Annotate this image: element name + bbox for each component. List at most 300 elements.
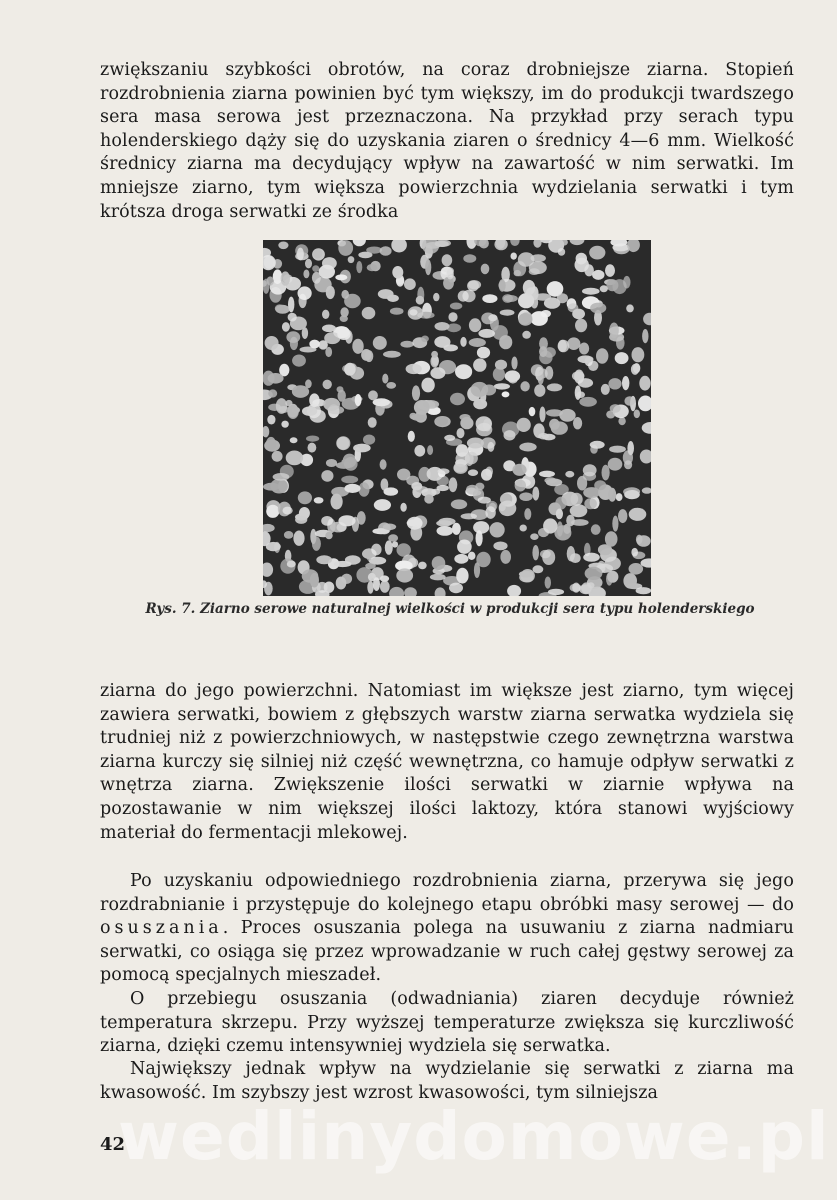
cheese-grain [520,381,529,391]
cheese-grain [477,347,490,359]
cheese-grain [290,337,298,350]
cheese-grain [577,476,587,491]
cheese-grain [449,583,463,594]
cheese-grain [344,457,358,471]
cheese-grain [605,531,618,546]
cheese-grain [287,405,299,419]
cheese-grain [437,526,454,536]
cheese-grain [616,493,623,501]
cheese-grain [606,279,618,291]
cheese-grain [363,435,375,445]
cheese-grain [336,436,350,450]
cheese-grain [263,279,270,294]
cheese-grain [544,477,556,483]
cheese-grain [431,351,438,358]
cheese-grain [421,378,434,393]
cheese-grain [272,451,283,462]
cheese-grain [624,460,632,469]
spaced-term-osuszania: osuszania [100,918,223,939]
cheese-grain [531,364,544,376]
cheese-grain [312,265,319,272]
cheese-grain [380,575,389,581]
paragraph-2: ziarna do jego powierzchni. Natomiast im większe jest ziarno, tym więcej zawiera serwatki, bowiem z głębszych warstw ziarna serwatka wydziela się trudniej niż z powierzchniowych, w następstwie czego zewnętrzna warstwa ziarna kurczy się silniej niż część wewnętrzna, co hamuje odpływ serwatki z wnętrza ziarna. Zwiększenie ilości serwatki w ziarnie wpływa na pozostawanie w nim większej ilości laktozy, która stanowi wyjściowy materiał do fermentacji mlekowej. [100,681,794,843]
cheese-grain [608,458,623,471]
cheese-grain [321,516,333,526]
cheese-grain [292,355,306,367]
cheese-grain [565,471,574,478]
cheese-grain [514,270,521,276]
cheese-grain [530,311,548,326]
cheese-grain [451,499,467,509]
cheese-grain [512,464,526,476]
cheese-grain [305,259,312,269]
cheese-grain [482,294,497,303]
cheese-grain [468,469,478,476]
cheese-grain [631,548,638,557]
cheese-grain [515,480,526,492]
cheese-grain [410,525,422,541]
cheese-grain [559,409,575,422]
cheese-grain [298,286,312,300]
cheese-grain [485,506,495,519]
cheese-grain [366,548,372,561]
paragraph-5: Największy jednak wpływ na wydzielanie się serwatki z ziarna ma kwasowość. Im szybszy jest wzrost kwasowości, tym silniejsza [100,1059,794,1103]
watermark: wedlinydomowe.pl [118,1098,830,1175]
cheese-grain [267,415,275,425]
cheese-grain [500,310,515,316]
cheese-grain [581,582,592,593]
cheese-grain [411,414,426,421]
cheese-grain [293,531,304,546]
cheese-grain [478,329,495,338]
cheese-grain [438,468,450,474]
cheese-grain [468,552,476,560]
cheese-grain [615,352,629,364]
cheese-grain [310,573,319,588]
cheese-grain [338,515,355,526]
cheese-grain [488,442,495,452]
cheese-grain [583,464,597,476]
paragraph-3-start: Po uzyskaniu odpowiedniego rozdrobnienia ziarna, przerywa się jego rozdrabnianie i przystępuje do kolejnego etapu obróbki masy serowej — do [100,871,794,915]
cheese-grain [585,567,603,580]
cheese-grain [505,370,520,382]
cheese-grain [591,524,601,535]
cheese-grain [411,482,422,490]
cheese-grain [519,443,536,452]
cheese-grain [334,561,352,567]
cheese-grain [519,492,532,501]
cheese-grain [609,323,619,339]
cheese-grain [385,540,393,554]
cheese-grain [575,386,581,400]
cheese-grain [356,261,362,273]
cheese-grain [278,242,288,250]
cheese-grain [425,259,431,275]
cheese-grain [626,304,634,312]
cheese-grain [478,497,491,504]
cheese-grain [579,397,597,407]
cheese-grain [406,364,422,374]
cheese-grain [344,363,356,376]
cheese-grain [298,491,312,504]
cheese-grain [610,404,621,413]
cheese-grain [519,571,534,578]
cheese-grain [297,248,304,261]
cheese-grain [523,280,535,295]
cheese-grain [273,473,290,481]
cheese-grain [608,378,621,389]
cheese-grain [309,340,320,349]
cheese-grain [558,340,570,353]
cheese-grain [292,385,309,398]
cheese-grain [468,280,481,289]
cheese-grain [590,441,605,449]
cheese-grain [324,582,335,593]
cheese-grain [282,322,290,332]
cheese-grain [404,278,416,290]
cheese-grain [308,443,317,453]
cheese-grain [378,289,394,299]
cheese-grain [469,338,486,347]
cheese-grain [286,451,303,466]
cheese-grain [605,557,621,571]
cheese-grain [632,347,645,362]
cheese-grain [558,248,565,256]
cheese-grain [435,416,448,426]
cheese-grain [627,441,634,455]
cheese-grain [532,545,539,560]
cheese-grain [602,465,610,481]
cheese-grain [442,254,453,266]
cheese-grain [287,561,296,568]
cheese-grain [392,266,403,279]
cheese-grain [605,264,615,277]
cheese-grain [281,421,288,428]
cheese-grain [546,409,563,416]
cheese-grain [457,540,472,554]
cheese-grain [382,374,388,384]
cheese-grain [337,329,350,340]
cheese-grain [545,366,553,380]
cheese-grain [383,351,401,358]
cheese-grain [499,279,506,291]
cheese-grain [430,367,445,379]
cheese-grain [380,580,390,592]
cheese-grain [416,296,424,305]
cheese-grain [392,541,398,547]
cheese-grain [494,383,510,389]
cheese-grain [284,531,293,539]
cheese-grain [457,428,465,438]
cheese-grain [511,253,517,260]
cheese-grain [633,363,640,373]
cheese-grain [518,313,532,326]
cheese-grain [386,382,396,389]
cheese-grain [325,347,332,357]
cheese-grain [493,542,507,551]
cheese-grain [500,550,511,564]
paragraph-1: zwiększaniu szybkości obrotów, na coraz drobniejsze ziarna. Stopień rozdrobnienia ziarna powinien być tym większy, im do produkcji twardszego sera masa serowa jest przeznaczona. Na przykład przy serach typu holenderskiego dąży się do uzyskania ziaren o średnicy 4—6 mm. Wielkość średnicy ziarna ma decydujący wpływ na zawartość w nim serwatki. Im mniejsze ziarno, tym większa powierzchnia wydzielania serwatki i tym krótsza droga serwatki ze środka [100,60,794,222]
cheese-grain [437,485,449,491]
cheese-grain [590,303,606,314]
cheese-grain [270,479,288,494]
cheese-grain [454,554,468,564]
cheese-grain [312,537,321,551]
cheese-grain [542,549,555,565]
cheese-grain [322,310,329,319]
cheese-grain [338,240,353,256]
cheese-grain [325,532,332,539]
cheese-grain [365,563,376,569]
cheese-grain [384,487,399,495]
cheese-grain [582,288,600,295]
cheese-grain [518,252,535,266]
cheese-grain [447,269,454,280]
cheese-grain [435,241,449,247]
cheese-grain [534,384,545,397]
cheese-grain [341,574,352,584]
cheese-grain [353,444,371,453]
cheese-grain [555,497,566,510]
cheese-grain [459,414,470,421]
cheese-grain [374,499,391,511]
cheese-grain [456,568,468,584]
cheese-grain [609,446,626,453]
cheese-grain [601,384,610,395]
cheese-grain [373,398,390,406]
cheese-grain [450,303,462,310]
cheese-grain [481,264,490,275]
cheese-grain [502,294,513,303]
cheese-grain [340,315,348,322]
cheese-grain [612,516,618,532]
cheese-grain [467,438,484,449]
cheese-grain [316,555,332,564]
cheese-grain [322,325,336,333]
cheese-grain [608,488,616,502]
cheese-grain [390,308,404,315]
cheese-grain [538,433,549,440]
cheese-grain [578,355,594,363]
cheese-grain [266,437,276,451]
cheese-grain [629,508,647,521]
cheese-grain [396,568,413,582]
cheese-grain [634,410,640,419]
grain-image [263,240,651,596]
cheese-grain [452,523,461,535]
cheese-grain [544,297,560,308]
cheese-grain [639,376,650,391]
cheese-grain [365,350,373,362]
cheese-grain [414,400,430,415]
cheese-grain [490,522,505,537]
cheese-grain [543,518,557,533]
cheese-grain [400,341,413,348]
paragraph-4: O przebiegu osuszania (odwadniania) ziaren decyduje również temperatura skrzepu. Przy wyższej temperaturze zwiększa się kurczliwość ziarna, dzięki czemu intensywniej wydziela się serwatka. [100,989,794,1057]
cheese-grain [473,399,487,410]
cheese-grain [302,406,317,416]
cheese-grain [532,487,539,501]
paragraph-3 [100,870,794,988]
cheese-grain [455,364,472,379]
cheese-grain [493,367,505,381]
cheese-grain [373,336,387,350]
cheese-grain [418,562,427,570]
cheese-grain [344,484,360,493]
cheese-grain [326,286,335,299]
cheese-grain [499,335,512,349]
cheese-grain [430,574,446,581]
cheese-grain [518,293,534,308]
cheese-grain [556,509,563,520]
cheese-grain [421,336,429,343]
cheese-grain [367,581,373,594]
figure-caption: Rys. 7. Ziarno serowe naturalnej wielkości w produkcji sera typu holenderskiego [145,601,755,617]
cheese-grain [306,436,319,442]
cheese-grain [466,485,478,495]
cheese-grain [358,252,372,259]
cheese-grain [600,285,608,292]
cheese-grain [313,249,322,259]
cheese-grain [283,507,293,515]
cheese-grain [583,553,600,562]
cheese-grain [341,476,358,484]
cheese-grain [400,503,406,512]
cheese-grain [567,337,580,350]
cheese-grain [557,521,563,536]
cheese-grain [623,573,637,589]
cheese-grain [328,406,345,414]
cheese-grain [412,385,420,400]
cheese-grain [511,357,517,370]
cheese-grain [368,417,377,428]
cheese-grain [357,511,366,525]
cheese-grain [606,572,613,585]
cheese-grain [314,497,324,503]
cheese-grain [380,246,392,256]
cheese-grain [548,589,564,595]
cheese-grain [449,477,458,492]
cheese-grain [312,272,321,284]
cheese-grain [533,565,544,573]
cheese-grain [448,312,457,321]
cheese-grain [319,265,335,279]
cheese-grain [592,270,604,280]
cheese-grain [362,307,376,319]
cheese-grain [504,430,516,440]
cheese-grain [380,459,387,469]
cheese-grain [642,329,648,343]
cheese-grain [408,431,415,442]
cheese-grain [572,583,580,593]
cheese-grain [414,445,425,457]
cheese-grain [488,314,497,321]
cheese-grain [623,276,630,289]
cheese-grain [520,525,527,532]
cheese-grain [265,336,279,350]
cheese-grain [539,407,545,423]
cheese-grain [268,389,277,397]
cheese-grain [596,348,608,363]
cheese-grain [335,274,347,280]
cheese-grain [563,524,571,534]
cheese-grain [618,509,627,523]
cheese-grain [383,524,396,531]
cheese-grain [373,577,380,591]
cheese-grain [461,513,477,519]
cheese-grain [575,258,589,272]
cheese-grain [517,418,531,432]
cheese-grain [443,344,458,351]
cheese-grain [469,318,481,332]
cheese-grain [303,270,309,279]
cheese-grain [622,376,629,390]
cheese-grain [567,546,575,561]
cheese-grain [594,480,606,490]
cheese-grain [427,445,433,455]
page-number: 42 [100,1134,126,1155]
cheese-grain [397,469,410,481]
cheese-grain [629,563,644,575]
cheese-grain [302,327,308,339]
cheese-grain [524,508,531,520]
cheese-grain [368,390,378,400]
cheese-grain [409,309,417,315]
cheese-grain [323,380,332,390]
cheese-grain [352,339,363,354]
cheese-grain [288,313,297,322]
cheese-grain [348,256,355,263]
cheese-grain [502,391,510,397]
paragraph-3-end: . Proces osuszania polega na usuwaniu z ziarna nadmiaru serwatki, co osiąga się przez wprowadzanie w ruch całej gęstwy serowej za pomocą specjalnych mieszadeł. [100,918,794,986]
cheese-grain [636,535,643,545]
cheese-grain [473,358,486,371]
cheese-grain [344,294,361,309]
cheese-grain [438,518,455,525]
cheese-grain [539,346,547,357]
cheese-grain [275,304,285,312]
cheese-grain [276,398,287,414]
cheese-grain [499,501,517,517]
cheese-grain [424,494,434,503]
cheese-grain [326,459,337,467]
cheese-grain [551,421,568,434]
cheese-grain [571,519,589,526]
cheese-grain [589,246,605,260]
cheese-grain [471,382,489,397]
cheese-grain [444,435,455,441]
cheese-grain [618,417,625,425]
cheese-grain [624,490,640,499]
cheese-grain [568,303,579,312]
cheese-grain [433,293,439,301]
cheese-grain [454,464,467,473]
cheese-grain [547,383,562,391]
cheese-grain [268,373,284,384]
cheese-grain [295,516,307,524]
cheese-grain [465,452,478,465]
cheese-grain [355,394,362,406]
cheese-grain [281,271,290,285]
cheese-grain [530,533,538,540]
cheese-grain [579,343,589,355]
cheese-grain [575,319,587,333]
cheese-grain-photo [263,240,651,596]
cheese-grain [476,423,492,436]
cheese-grain [545,577,551,589]
cheese-grain [458,291,469,302]
cheese-grain [460,337,466,347]
